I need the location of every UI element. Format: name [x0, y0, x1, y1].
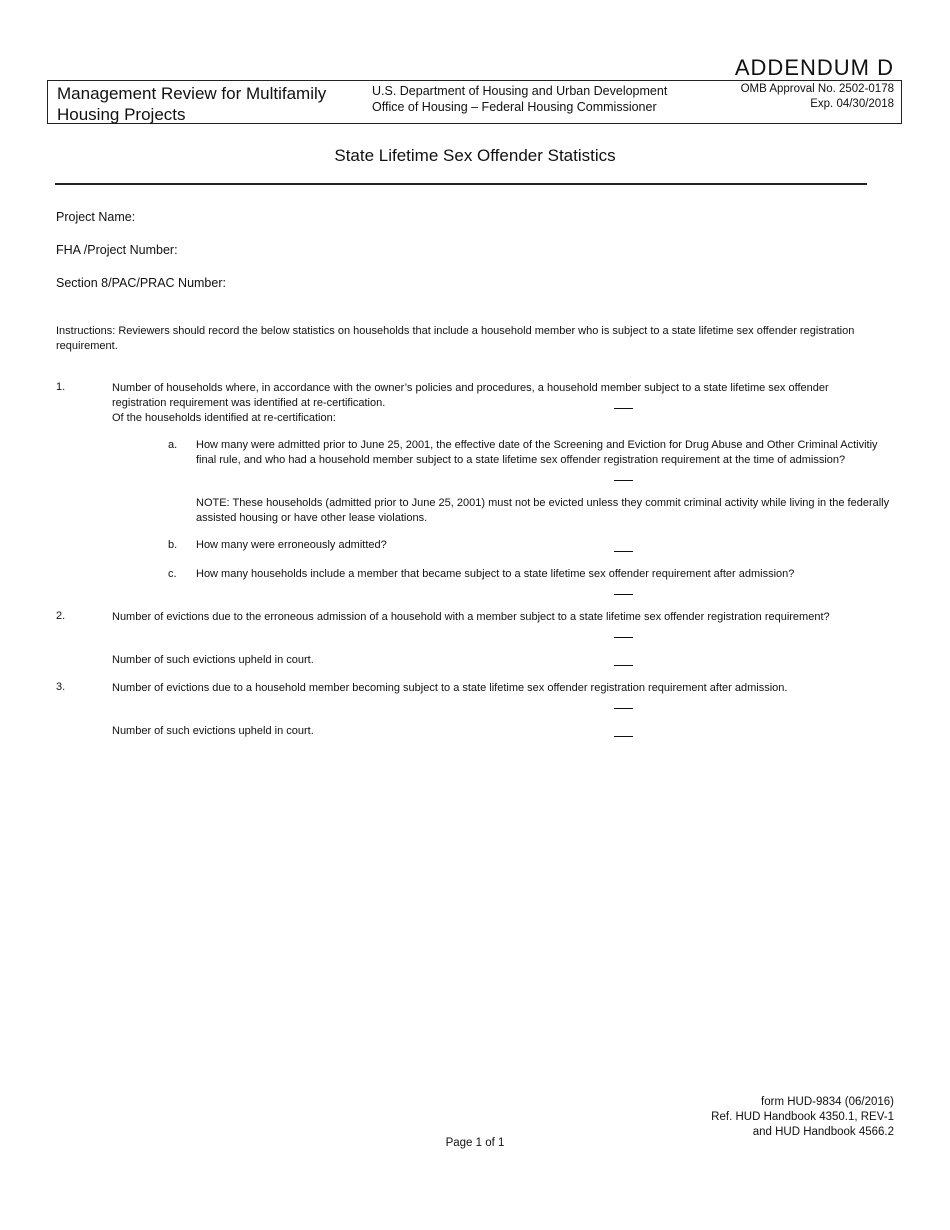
q2-number: 2. — [56, 610, 66, 622]
q1a-answer-blank[interactable] — [614, 480, 633, 481]
agency-line2: Office of Housing – Federal Housing Commissioner — [372, 100, 657, 114]
q2-upheld-text: Number of such evictions upheld in court. — [112, 654, 314, 666]
q1-text-line1: Number of households where, in accordance with the owner’s policies and procedures, a household member subject to a state lifetime sex offender — [112, 382, 829, 394]
form-title — [57, 83, 357, 125]
instructions: Instructions: Reviewers should record the below statistics on households that include a household member who is subject to a state lifetime sex offender registration requirement. — [56, 325, 855, 352]
q2-text: Number of evictions due to the erroneous admission of a household with a member subject to a state lifetime sex offender registration requirement? — [112, 611, 830, 623]
q1b-text: How many were erroneously admitted? — [196, 539, 387, 551]
handbook-ref-line2: and HUD Handbook 4566.2 — [752, 1126, 894, 1138]
form-title-line2: Housing Projects — [57, 105, 186, 124]
q3-number: 3. — [56, 681, 66, 693]
q1-answer-blank[interactable] — [614, 408, 633, 409]
omb-approval: OMB Approval No. 2502-0178 — [740, 83, 894, 95]
form-number: form HUD-9834 (06/2016) — [761, 1096, 894, 1108]
q1c-label: c. — [168, 568, 177, 580]
q1b-answer-blank[interactable] — [614, 551, 633, 552]
q3-upheld-blank[interactable] — [614, 736, 633, 737]
fha-project-number-label: FHA /Project Number: — [56, 243, 178, 257]
section8-number-label: Section 8/PAC/PRAC Number: — [56, 276, 226, 290]
q1c-answer-blank[interactable] — [614, 594, 633, 595]
q1a-text: How many were admitted prior to June 25, 2001, the effective date of the Screening and Eviction for Drug Abuse and Other Criminal Activitiy final rule, and who had a household member subject to a state lifetime sex offender registration requirement at the time of admission? — [196, 439, 878, 466]
page-title: State Lifetime Sex Offender Statistics — [334, 146, 616, 165]
omb-block — [741, 82, 894, 112]
q1a-note: NOTE: These households (admitted prior to June 25, 2001) must not be evicted unless they commit criminal activity while living in the federally assisted housing or have other lease violations. — [196, 497, 890, 524]
q3-text: Number of evictions due to a household member becoming subject to a state lifetime sex offender registration requirement after admission. — [112, 682, 788, 694]
q3-answer-blank[interactable] — [614, 708, 633, 709]
q1-text — [112, 381, 892, 426]
project-name-label: Project Name: — [56, 210, 136, 224]
title-divider — [55, 183, 867, 185]
q1-number: 1. — [56, 381, 66, 393]
page-number: Page 1 of 1 — [445, 1137, 505, 1149]
footer-form-info — [711, 1095, 894, 1140]
q3-upheld-text: Number of such evictions upheld in court. — [112, 725, 314, 737]
q2-answer-blank[interactable] — [614, 637, 633, 638]
agency-line1: U.S. Department of Housing and Urban Development — [372, 84, 668, 98]
q2-upheld-blank[interactable] — [614, 665, 633, 666]
addendum-label: ADDENDUM D — [734, 55, 894, 80]
form-title-line1: Management Review for Multifamily — [57, 84, 327, 103]
q1-text-line2: registration requirement was identified at re-certification. — [112, 397, 386, 409]
form-header-box — [47, 80, 902, 124]
q1-text-line3: Of the households identified at re-certification: — [112, 412, 336, 424]
omb-expiration: Exp. 04/30/2018 — [810, 98, 894, 110]
q1b-label: b. — [168, 539, 178, 551]
handbook-ref-line1: Ref. HUD Handbook 4350.1, REV-1 — [711, 1111, 894, 1123]
agency-block — [372, 83, 667, 115]
q1a-label: a. — [168, 439, 178, 451]
q1c-text: How many households include a member that became subject to a state lifetime sex offender requirement after admission? — [196, 568, 795, 580]
